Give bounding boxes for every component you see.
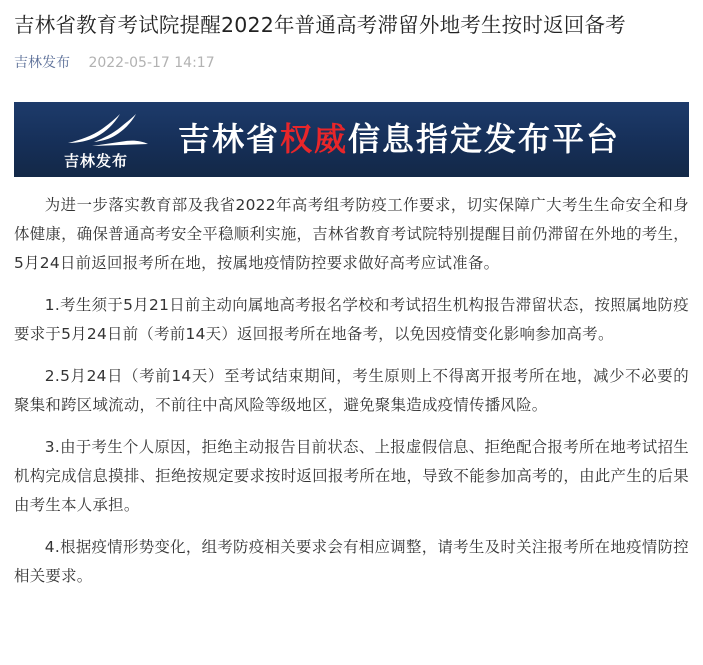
slogan-part-1: 吉林省 [178,120,281,158]
slogan-accent: 权威 [280,120,349,158]
jilin-fabu-logo [54,110,164,170]
article-source-link[interactable]: 吉林发布 [14,55,70,71]
publish-date: 2022-05-17 14:17 [88,55,215,71]
paragraph-item-2: 2.5月24日（考前14天）至考试结束期间，考生原则上不得离开报考所在地，减少不必要的聚集和跨区域流动，不前往中高风险等级地区，避免聚集造成疫情传播风险。 [14,367,689,414]
article-title: 吉林省教育考试院提醒2022年普通高考滞留外地考生按时返回备考 [14,13,626,37]
paragraph-item-1: 1.考生须于5月21日前主动向属地高考报名学校和考试招生机构报告滞留状态，按照属地防疫要求于5月24日前（考前14天）返回报考所在地备考，以免因疫情变化影响参加高考。 [14,296,689,343]
logo-text: 吉林发布 [64,152,129,170]
banner-image [14,102,689,177]
slogan-part-2: 信息指定发布平台 [348,120,621,158]
paragraph-intro: 为进一步落实教育部及我省2022年高考组考防疫工作要求，切实保障广大考生生命安全和身体健康，确保普通高考安全平稳顺利实施，吉林省教育考试院特别提醒目前仍滞留在外地的考生，5月24日前返回报考所在地，按属地疫情防控要求做好高考应试准备。 [14,196,689,272]
paragraph-item-4: 4.根据疫情形势变化，组考防疫相关要求会有相应调整，请考生及时关注报考所在地疫情防控相关要求。 [14,538,689,585]
paragraph-item-3: 3.由于考生个人原因，拒绝主动报告目前状态、上报虚假信息、拒绝配合报考所在地考试招生机构完成信息摸排、拒绝按规定要求按时返回报考所在地，导致不能参加高考的，由此产生的后果由考生本人承担。 [14,438,689,514]
jl-logo-icon [62,110,154,150]
banner-slogan [178,117,620,161]
article-meta [14,54,689,72]
article-body [14,191,689,591]
